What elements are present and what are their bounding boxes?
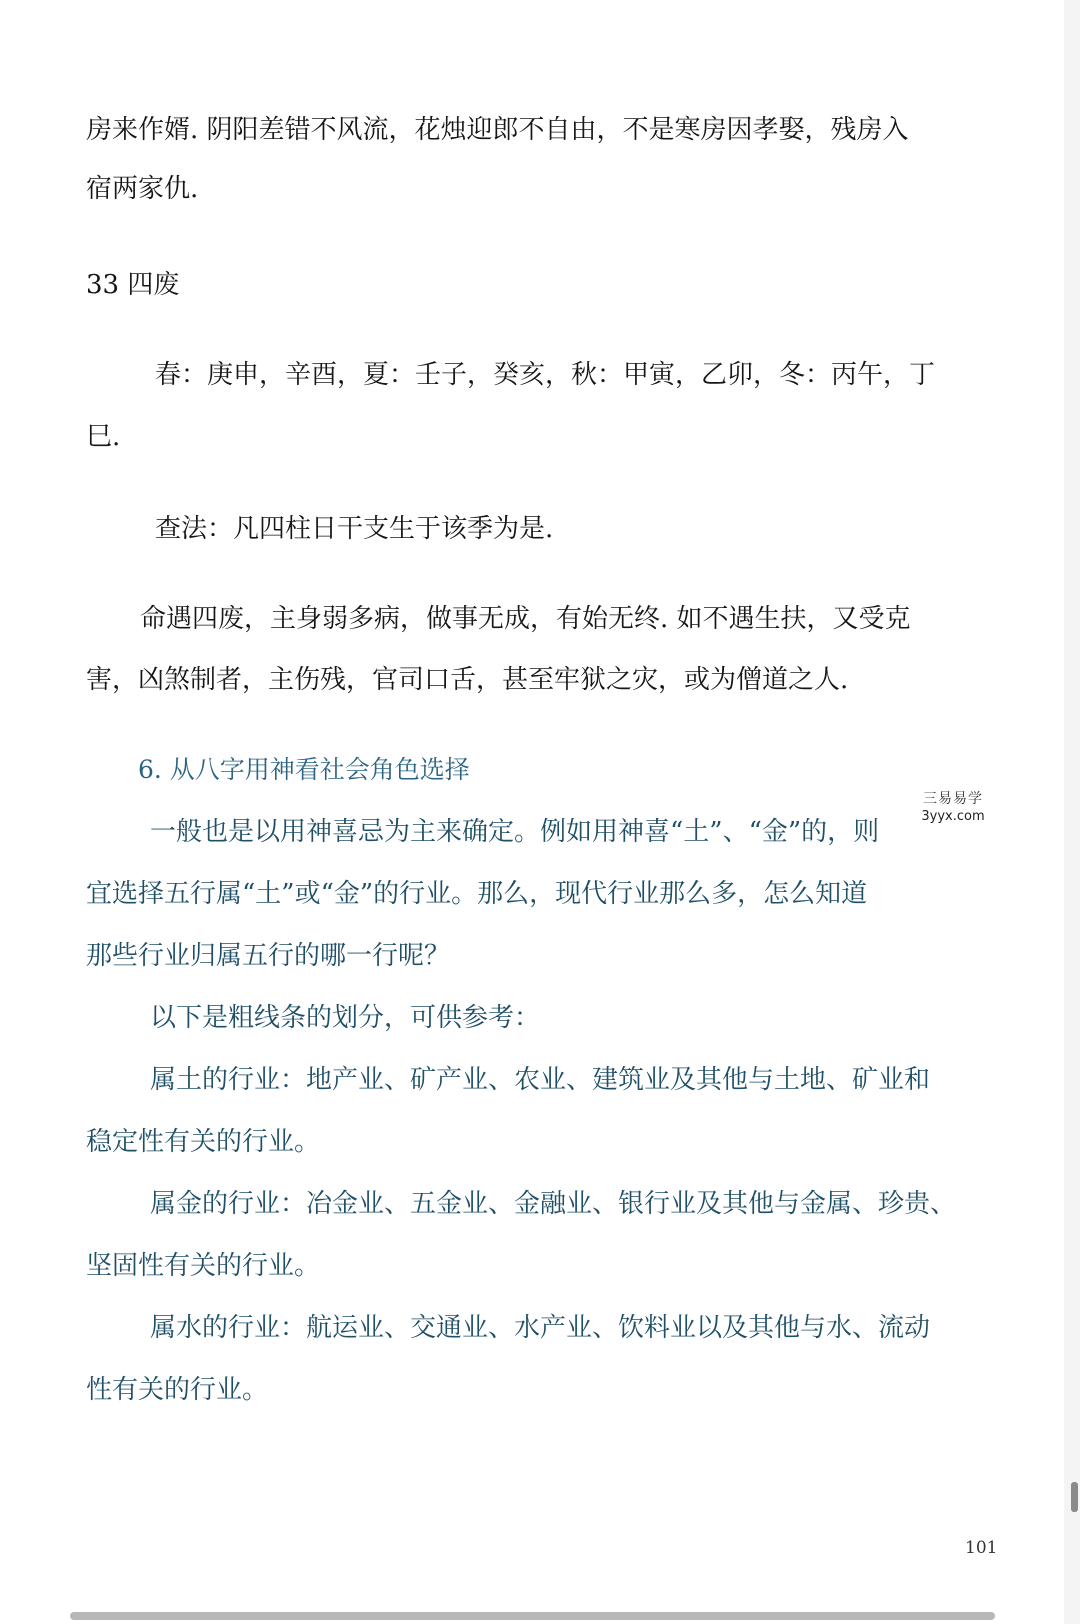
text-line: 属水的行业：航运业、交通业、水产业、饮料业以及其他与水、流动 (150, 1313, 931, 1343)
text-line: 巳. (86, 422, 121, 452)
horizontal-scrollbar[interactable] (70, 1612, 995, 1620)
vertical-scrollbar-track[interactable] (1064, 0, 1080, 1624)
text-line: 害，凶煞制者，主伤残，官司口舌，甚至牢狱之灾，或为僧道之人. (86, 665, 849, 695)
watermark-site: 3yyx.com (921, 809, 985, 824)
text-line: 坚固性有关的行业。 (86, 1251, 321, 1281)
text-line: 以下是粗线条的划分，可供参考： (150, 1003, 541, 1033)
text-line: 一般也是以用神喜忌为主来确定。例如用神喜“土”、“金”的，则 (150, 817, 880, 847)
watermark (918, 790, 988, 826)
text-line: 春：庚申，辛酉，夏：壬子，癸亥，秋：甲寅，乙卯，冬：丙午，丁 (155, 360, 936, 390)
text-line: 房来作婿. 阴阳差错不风流，花烛迎郎不自由，不是寒房因孝娶，残房入 (86, 115, 909, 145)
text-line: 稳定性有关的行业。 (86, 1127, 321, 1157)
section-heading: 33 四废 (86, 270, 180, 300)
text-line: 那些行业归属五行的哪一行呢？ (86, 941, 451, 971)
section-heading: 6. 从八字用神看社会角色选择 (138, 755, 470, 784)
text-line: 属土的行业：地产业、矿产业、农业、建筑业及其他与土地、矿业和 (150, 1065, 931, 1095)
text-line: 属金的行业：冶金业、五金业、金融业、银行业及其他与金属、珍贵、 (150, 1189, 957, 1219)
vertical-scrollbar-thumb[interactable] (1071, 1482, 1078, 1512)
text-line: 命遇四废，主身弱多病，做事无成，有始无终. 如不遇生扶，又受克 (140, 604, 911, 634)
text-line: 查法：凡四柱日干支生于该季为是. (155, 514, 554, 544)
page-number: 101 (965, 1538, 998, 1558)
text-line: 宿两家仇. (86, 174, 199, 204)
text-line: 性有关的行业。 (86, 1375, 269, 1405)
text-line: 宜选择五行属“土”或“金”的行业。那么，现代行业那么多，怎么知道 (86, 879, 868, 909)
watermark-name: 三易易学 (923, 791, 983, 807)
